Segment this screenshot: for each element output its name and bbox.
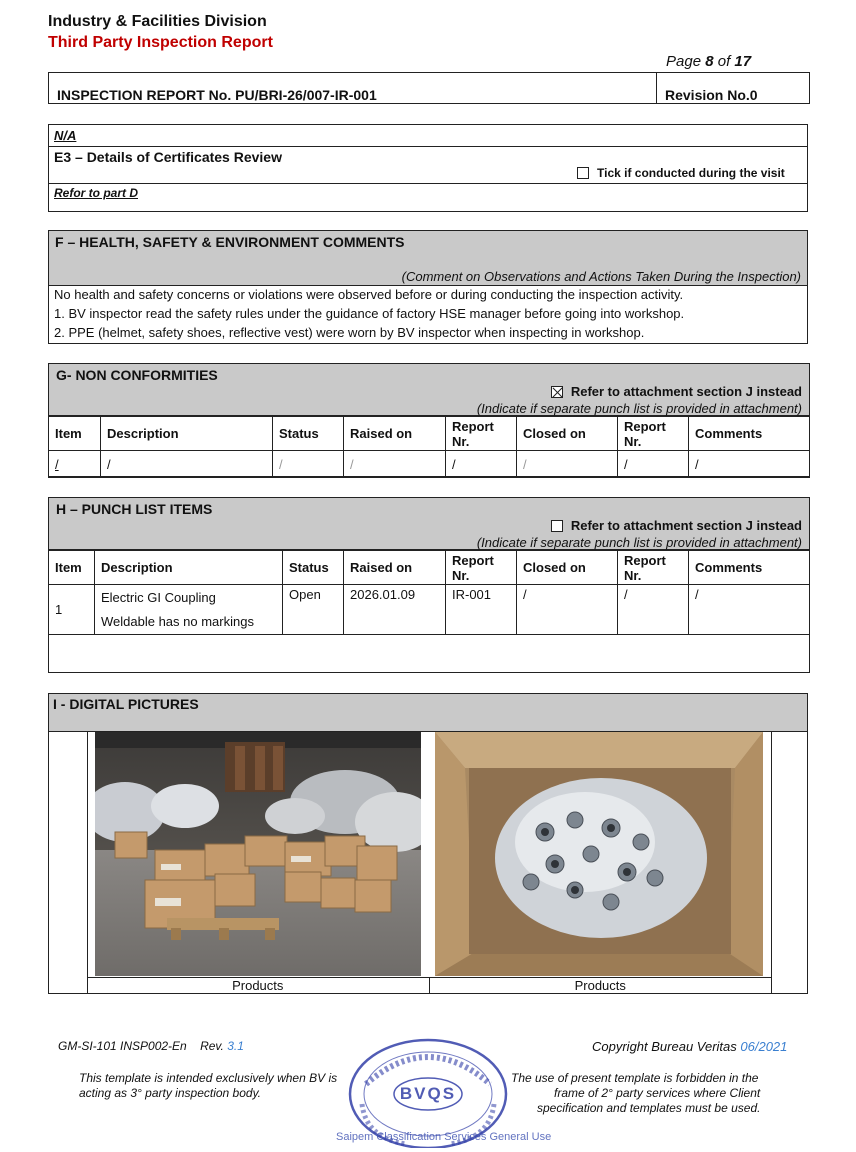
section-h-header: [49, 498, 809, 550]
footer-right-note-2: frame of 2° party services where Client: [554, 1086, 761, 1100]
page-of-label: of: [717, 53, 731, 70]
col-report-nr2-1: Report: [624, 552, 666, 568]
punch-list-note: (Indicate if separate punch list is provided in attachment): [476, 535, 802, 550]
divider: [49, 183, 807, 184]
page-total: 17: [734, 53, 752, 70]
section-i: [48, 693, 808, 994]
col-report-nr-1: Report: [452, 418, 494, 434]
col-report-nr2-2: Nr.: [624, 433, 642, 449]
attachment-ref-checkbox[interactable]: [551, 386, 563, 398]
col-raised-on: Raised on: [344, 551, 446, 585]
punch-list-table: [48, 550, 810, 635]
photo-caption: Products: [232, 978, 284, 993]
table-row: [49, 585, 810, 635]
description-line-1: Electric GI Coupling: [101, 590, 216, 605]
footer-left-note-1: This template is intended exclusively when BV is: [79, 1071, 338, 1085]
refer-part-d-text: Refor to part D: [54, 186, 138, 200]
col-closed-on: Closed on: [517, 551, 618, 585]
punch-list-note: (Indicate if separate punch list is provided in attachment): [476, 401, 802, 416]
section-e3-title: E3 – Details of Certificates Review: [54, 149, 282, 165]
section-f: [48, 230, 808, 344]
divider: [771, 732, 772, 994]
tick-conducted-label: Tick if conducted during the visit: [597, 166, 785, 180]
product-photo-carton-image: [435, 732, 763, 976]
col-raised-on: Raised on: [344, 417, 446, 451]
col-report-nr-1: Report: [452, 552, 494, 568]
table-row: [49, 451, 810, 478]
col-report-nr-2: Nr.: [452, 567, 470, 583]
col-report-nr2-1: Report: [624, 418, 666, 434]
attachment-ref-row: [551, 518, 802, 533]
hse-comment-line: 1. BV inspector read the safety rules under the guidance of factory HSE manager before going into workshop.: [54, 306, 685, 321]
attachment-ref-row: [551, 384, 802, 399]
section-h-title: H – PUNCH LIST ITEMS: [56, 501, 213, 517]
product-photo-carton: [435, 732, 763, 976]
col-report-nr-2: Nr.: [452, 433, 470, 449]
revision-number: Revision No.0: [665, 87, 758, 103]
col-status: Status: [283, 551, 344, 585]
photo-captions: [87, 977, 771, 994]
section-i-title: I - DIGITAL PICTURES: [53, 696, 199, 712]
cell-item: 1: [49, 585, 95, 635]
section-f-header: [49, 231, 807, 286]
na-label: N/A: [54, 128, 77, 143]
divider: [656, 73, 657, 103]
cell-report-nr: IR-001: [446, 585, 517, 635]
page-current: 8: [705, 53, 714, 70]
stamp-center-text: BVQS: [399, 1084, 457, 1103]
photo-caption: Products: [429, 978, 772, 994]
col-description: Description: [95, 551, 283, 585]
col-description: Description: [101, 417, 273, 451]
cell-report-nr-2: /: [618, 585, 689, 635]
cell-status: Open: [283, 585, 344, 635]
col-report-nr-2: [618, 551, 689, 585]
section-g-title: G- NON CONFORMITIES: [56, 367, 218, 383]
doc-code: GM-SI-101 INSP002-En: [58, 1039, 187, 1053]
section-f-note: (Comment on Observations and Actions Taken During the Inspection): [401, 269, 801, 284]
col-item: Item: [49, 551, 95, 585]
cell-report-nr: /: [446, 451, 517, 478]
col-comments: Comments: [689, 417, 810, 451]
cell-description: /: [101, 451, 273, 478]
copyright-text: Copyright Bureau Veritas: [592, 1039, 737, 1054]
cell-closed-on: /: [517, 585, 618, 635]
non-conformities-table: [48, 416, 810, 478]
col-item: Item: [49, 417, 101, 451]
col-report-nr: [446, 417, 517, 451]
section-f-title: F – HEALTH, SAFETY & ENVIRONMENT COMMENTS: [55, 234, 405, 250]
divider: [87, 732, 88, 994]
hse-comment-line: No health and safety concerns or violations were observed before or during conducting the inspection activity.: [54, 287, 684, 302]
section-g: [48, 363, 810, 477]
tick-conducted-row: [577, 166, 785, 180]
copyright-date: 06/2021: [740, 1039, 788, 1054]
report-number-box: [48, 72, 810, 104]
hse-comment-line: 2. PPE (helmet, safety shoes, reflective vest) were worn by BV inspector when inspecting in workshop.: [54, 325, 645, 340]
product-photo-warehouse: [95, 732, 421, 976]
col-report-nr2-2: Nr.: [624, 567, 642, 583]
page-indicator: [666, 53, 751, 70]
section-e3: [48, 124, 808, 212]
col-closed-on: Closed on: [517, 417, 618, 451]
attachment-ref-label: Refer to attachment section J instead: [570, 384, 802, 399]
footer-right-note-1: The use of present template is forbidden in the: [511, 1071, 759, 1085]
attachment-ref-checkbox[interactable]: [551, 520, 563, 532]
col-report-nr: [446, 551, 517, 585]
division-title: Industry & Facilities Division: [48, 13, 267, 30]
footer-left-note-2: acting as 3° party inspection body.: [79, 1086, 262, 1100]
table-header-row: [49, 551, 810, 585]
col-status: Status: [273, 417, 344, 451]
cell-comments: /: [689, 451, 810, 478]
product-photo-warehouse-image: [95, 732, 421, 976]
cell-comments: /: [689, 585, 810, 635]
section-g-header: [49, 364, 809, 416]
attachment-ref-label: Refer to attachment section J instead: [570, 518, 802, 533]
col-report-nr-2: [618, 417, 689, 451]
divider: [49, 146, 807, 147]
copyright-line: [592, 1039, 787, 1054]
section-h: [48, 497, 810, 673]
report-number: INSPECTION REPORT No. PU/BRI-26/007-IR-001: [57, 87, 377, 103]
footer-right-note-3: specification and templates must be used.: [537, 1101, 761, 1115]
cell-raised-on: 2026.01.09: [344, 585, 446, 635]
rev-value: 3.1: [227, 1039, 244, 1053]
cell-status: /: [273, 451, 344, 478]
col-comments: Comments: [689, 551, 810, 585]
rev-label: Rev.: [200, 1039, 224, 1053]
cell-description: [95, 585, 283, 635]
stamp-bottom-text: Saipem Classification Services General Use: [336, 1131, 552, 1143]
cell-report-nr-2: /: [618, 451, 689, 478]
page-label: Page: [666, 53, 702, 70]
section-i-header: [49, 694, 807, 732]
doc-code-line: [58, 1039, 244, 1053]
description-line-2: Weldable has no markings: [101, 614, 254, 629]
cell-item: /: [49, 451, 101, 478]
cell-raised-on: /: [344, 451, 446, 478]
cell-closed-on: /: [517, 451, 618, 478]
report-type-title: Third Party Inspection Report: [48, 34, 273, 51]
table-header-row: [49, 417, 810, 451]
tick-conducted-checkbox[interactable]: [577, 167, 589, 179]
